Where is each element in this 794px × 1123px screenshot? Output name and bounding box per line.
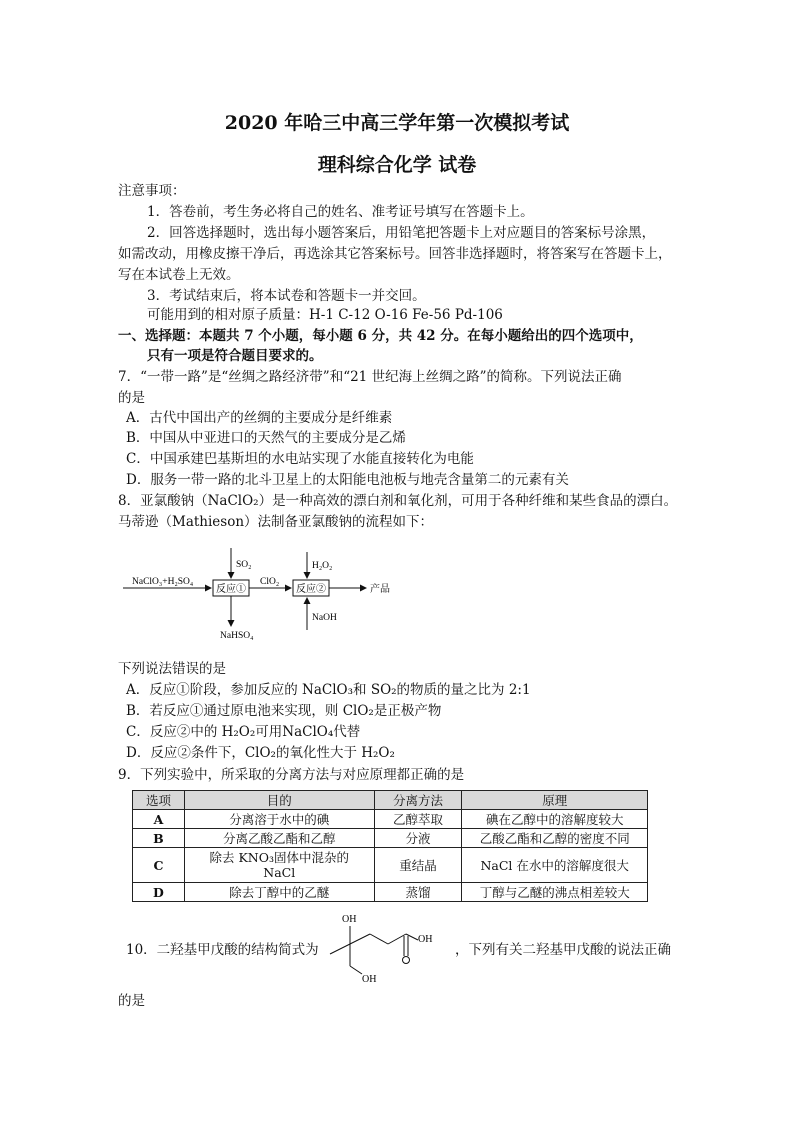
header-purpose: 目的	[184, 791, 374, 810]
table-row	[133, 883, 648, 902]
cell-principle: 碘在乙醇中的溶解度较大	[462, 810, 648, 829]
q8-option-b: B．若反应①通过原电池来实现，则 ClO₂是正极产物	[126, 703, 442, 719]
oh-right-label: OH	[418, 934, 433, 945]
cell-method: 重结晶	[374, 848, 462, 883]
section1-line1: 一、选择题：本题共 7 个小题，每小题 6 分，共 42 分。在每小题给出的四个选项中，	[118, 328, 643, 344]
cell-method: 乙醇萃取	[374, 810, 462, 829]
q7-option-c: C．中国承建巴基斯坦的水电站实现了水能直接转化为电能	[126, 451, 474, 467]
atomic-mass-line: 可能用到的相对原子质量：H-1 C-12 O-16 Fe-56 Pd-106	[147, 307, 503, 323]
cell-option: B	[133, 829, 185, 848]
q10-stem-before: 10．二羟基甲戊酸的结构简式为	[126, 942, 319, 958]
table-row	[133, 829, 648, 848]
cell-option: D	[133, 883, 185, 902]
cell-option: C	[133, 848, 185, 883]
notice-item-3: 3．考试结束后，将本试卷和答题卡一并交回。	[147, 288, 426, 304]
reactor-1-label: 反应①	[216, 584, 246, 595]
exam-subtitle: 理科综合化学 试卷	[317, 154, 477, 176]
cell-principle: 乙酸乙酯和乙醇的密度不同	[462, 829, 648, 848]
q8-option-c: C．反应②中的 H₂O₂可用NaClO₄代替	[126, 724, 361, 740]
table-header-row	[133, 791, 648, 810]
bond-chain-2	[370, 934, 388, 944]
q8-question: 下列说法错误的是	[118, 661, 226, 677]
oh-top-label: OH	[342, 914, 357, 925]
q8-stem-line1: 8．亚氯酸钠（NaClO₂）是一种高效的漂白剂和氧化剂，可用于各种纤维和某些食品的漂白。	[118, 493, 678, 509]
q10-structure-formula	[318, 912, 452, 984]
separation-table	[132, 790, 648, 902]
clo2-label: ClO₂	[260, 577, 280, 587]
reactor-2-label: 反应②	[296, 584, 326, 595]
q10-stem-line2: 的是	[118, 993, 145, 1009]
cell-purpose: 除去 KNO₃固体中混杂的 NaCl	[184, 848, 374, 883]
header-method: 分离方法	[374, 791, 462, 810]
bond-methyl	[330, 944, 350, 954]
q7-stem-line2: 的是	[118, 390, 145, 406]
q9-stem: 9．下列实验中，所采取的分离方法与对应原理都正确的是	[118, 767, 465, 783]
cell-option: A	[133, 810, 185, 829]
carbonyl-oxygen	[403, 957, 410, 964]
table-row	[133, 848, 648, 883]
q8-option-a: A．反应①阶段，参加反应的 NaClO₃和 SO₂的物质的量之比为 2:1	[126, 682, 531, 698]
table-row	[133, 810, 648, 829]
oh-bottom-label: OH	[362, 974, 377, 984]
q7-option-d: D．服务一带一路的北斗卫星上的太阳能电池板与地壳含量第二的元素有关	[126, 472, 569, 488]
bond-ch2oh	[350, 966, 362, 974]
exam-title: 2020 年哈三中高三学年第一次模拟考试	[224, 112, 570, 134]
product-label: 产品	[370, 584, 390, 595]
cell-purpose: 分离乙酸乙酯和乙醇	[184, 829, 374, 848]
cell-principle: 丁醇与乙醚的沸点相差较大	[462, 883, 648, 902]
cell-principle: NaCl 在水中的溶解度很大	[462, 848, 648, 883]
cell-method: 分液	[374, 829, 462, 848]
q8-option-d: D．反应②条件下，ClO₂的氧化性大于 H₂O₂	[126, 745, 395, 761]
nahso4-label: NaHSO₄	[220, 631, 254, 641]
cell-method: 蒸馏	[374, 883, 462, 902]
q10-stem-after: ，下列有关二羟基甲戊酸的说法正确	[455, 942, 671, 958]
q8-stem-line2: 马蒂逊（Mathieson）法制备亚氯酸钠的流程如下：	[118, 514, 434, 530]
notice-item-2-line2: 如需改动，用橡皮擦干净后，再选涂其它答案标号。回答非选择题时，将答案写在答题卡上，	[118, 246, 672, 262]
q7-stem-line1: 7．“一带一路”是“丝绸之路经济带”和“21 世纪海上丝绸之路”的简称。下列说法正确	[118, 369, 622, 385]
so2-label: SO₂	[236, 560, 252, 570]
header-option: 选项	[133, 791, 185, 810]
h2o2-label: H₂O₂	[312, 561, 333, 571]
notice-item-2-line1: 2．回答选择题时，选出每小题答案后，用铅笔把答题卡上对应题目的答案标号涂黑，	[147, 225, 656, 241]
notice-item-2-line3: 写在本试卷上无效。	[118, 267, 240, 283]
bond-chain-3	[388, 934, 406, 944]
naoh-label: NaOH	[312, 613, 337, 623]
bond-chain-1	[350, 934, 370, 944]
notice-item-1: 1．答卷前，考生务必将自己的姓名、准考证号填写在答题卡上。	[147, 204, 534, 220]
feed-label: NaClO₃+H₂SO₄	[132, 577, 194, 587]
q7-option-a: A．古代中国出产的丝绸的主要成分是纤维素	[126, 410, 393, 426]
notice-heading: 注意事项：	[118, 183, 186, 199]
cell-purpose: 分离溶于水中的碘	[184, 810, 374, 829]
q7-option-b: B．中国从中亚进口的天然气的主要成分是乙烯	[126, 430, 406, 446]
header-principle: 原理	[462, 791, 648, 810]
q8-flow-diagram	[120, 540, 420, 650]
cell-purpose: 除去丁醇中的乙醚	[184, 883, 374, 902]
section1-line2: 只有一项是符合题目要求的。	[147, 348, 323, 364]
